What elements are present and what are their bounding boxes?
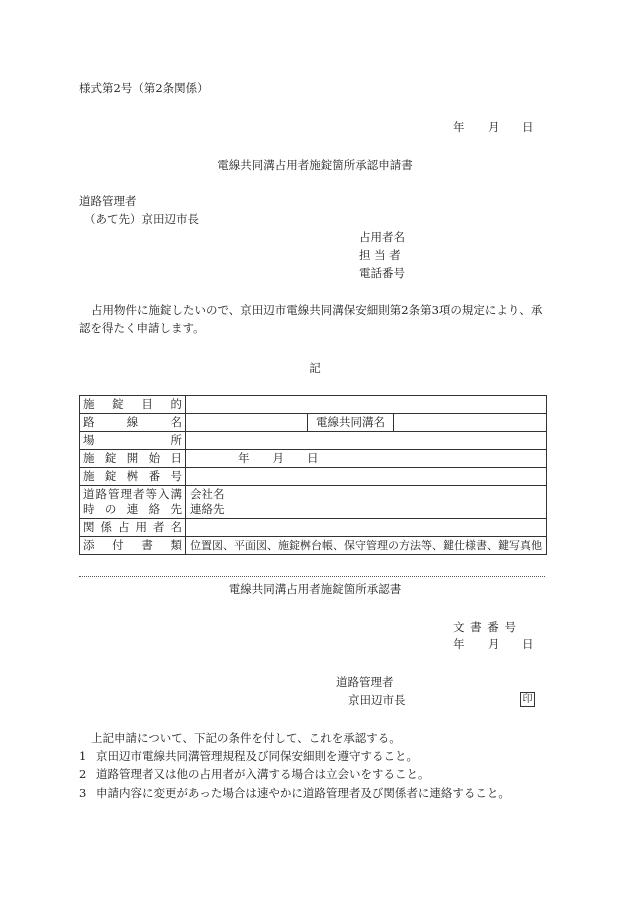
application-body-line1: 占用物件に施錠したいので、京田辺市電線共同溝保安細則第2条第3項の規定により、承 (91, 303, 543, 317)
application-table (79, 395, 547, 555)
condition-number: 1 (79, 749, 87, 763)
contact-label: 連絡先 (190, 502, 225, 516)
issuer-name: 京田辺市長 (348, 693, 406, 707)
applicant-name-label: 占用者名 (359, 230, 405, 244)
row-label: 道路管理者等入溝 (83, 487, 182, 501)
company-name-label: 会社名 (190, 487, 225, 501)
start-date-field[interactable]: 年 月 日 (186, 450, 547, 468)
location-field[interactable] (186, 432, 547, 450)
route-name-field[interactable] (186, 414, 308, 432)
month-label: 月 (488, 120, 500, 134)
condition-text: 京田辺市電線共同溝管理規程及び同保安細則を遵守すること。 (96, 749, 418, 763)
cut-line-divider (79, 576, 545, 577)
manhole-number-field[interactable] (186, 468, 547, 486)
table-row (80, 414, 547, 432)
addressee: （あて先）京田辺市長 (84, 212, 199, 226)
day-label: 日 (522, 637, 534, 651)
table-row (80, 537, 547, 555)
condition-number: 3 (79, 786, 87, 800)
approval-title: 電線共同溝占用者施錠箇所承認書 (228, 582, 402, 596)
row-label: 添付書類 (83, 538, 182, 552)
month-label: 月 (488, 637, 500, 651)
table-row (80, 486, 547, 519)
purpose-field[interactable] (186, 396, 547, 414)
ki-heading: 記 (309, 361, 321, 375)
day-label: 日 (522, 120, 534, 134)
row-label: 路線名 (83, 415, 182, 429)
conduit-name-field[interactable] (394, 414, 547, 432)
seal-stamp-icon: 印 (520, 692, 535, 707)
application-title: 電線共同溝占用者施錠箇所承認申請書 (217, 158, 413, 172)
table-row (80, 468, 547, 486)
row-label: 施錠桝番号 (83, 469, 182, 483)
form-number: 様式第2号（第2条関係） (79, 81, 209, 95)
addressee-role: 道路管理者 (79, 194, 137, 208)
table-row (80, 450, 547, 468)
person-in-charge-label: 担 当 者 (359, 248, 401, 262)
conduit-name-label: 電線共同溝名 (308, 414, 394, 432)
application-body-line2: 認を得たく申請します。 (79, 321, 205, 335)
phone-label: 電話番号 (359, 266, 405, 280)
row-label: 関係占用者名 (83, 520, 182, 534)
contact-field[interactable] (186, 486, 547, 519)
issuer-role: 道路管理者 (336, 675, 394, 689)
related-occupants-field[interactable] (186, 519, 547, 537)
year-label: 年 (453, 637, 465, 651)
document-number-label: 文 書 番 号 (453, 620, 517, 634)
row-label: 場所 (83, 433, 182, 447)
table-row (80, 396, 547, 414)
row-label: 施錠目的 (83, 397, 182, 411)
condition-text: 申請内容に変更があった場合は速やかに道路管理者及び関係者に連絡すること。 (96, 786, 510, 800)
row-label: 施錠開始日 (83, 451, 182, 465)
condition-text: 道路管理者又は他の占用者が入溝する場合は立会いをすること。 (96, 767, 430, 781)
attachments-field: 位置図、平面図、施錠桝台帳、保守管理の方法等、鍵仕様書、鍵写真他 (186, 537, 547, 555)
table-row (80, 519, 547, 537)
table-row (80, 432, 547, 450)
year-label: 年 (453, 120, 465, 134)
row-label-line2: 時の連絡先 (83, 502, 182, 516)
approval-intro: 上記申請について、下記の条件を付して、これを承認する。 (91, 731, 401, 745)
condition-number: 2 (79, 767, 87, 781)
